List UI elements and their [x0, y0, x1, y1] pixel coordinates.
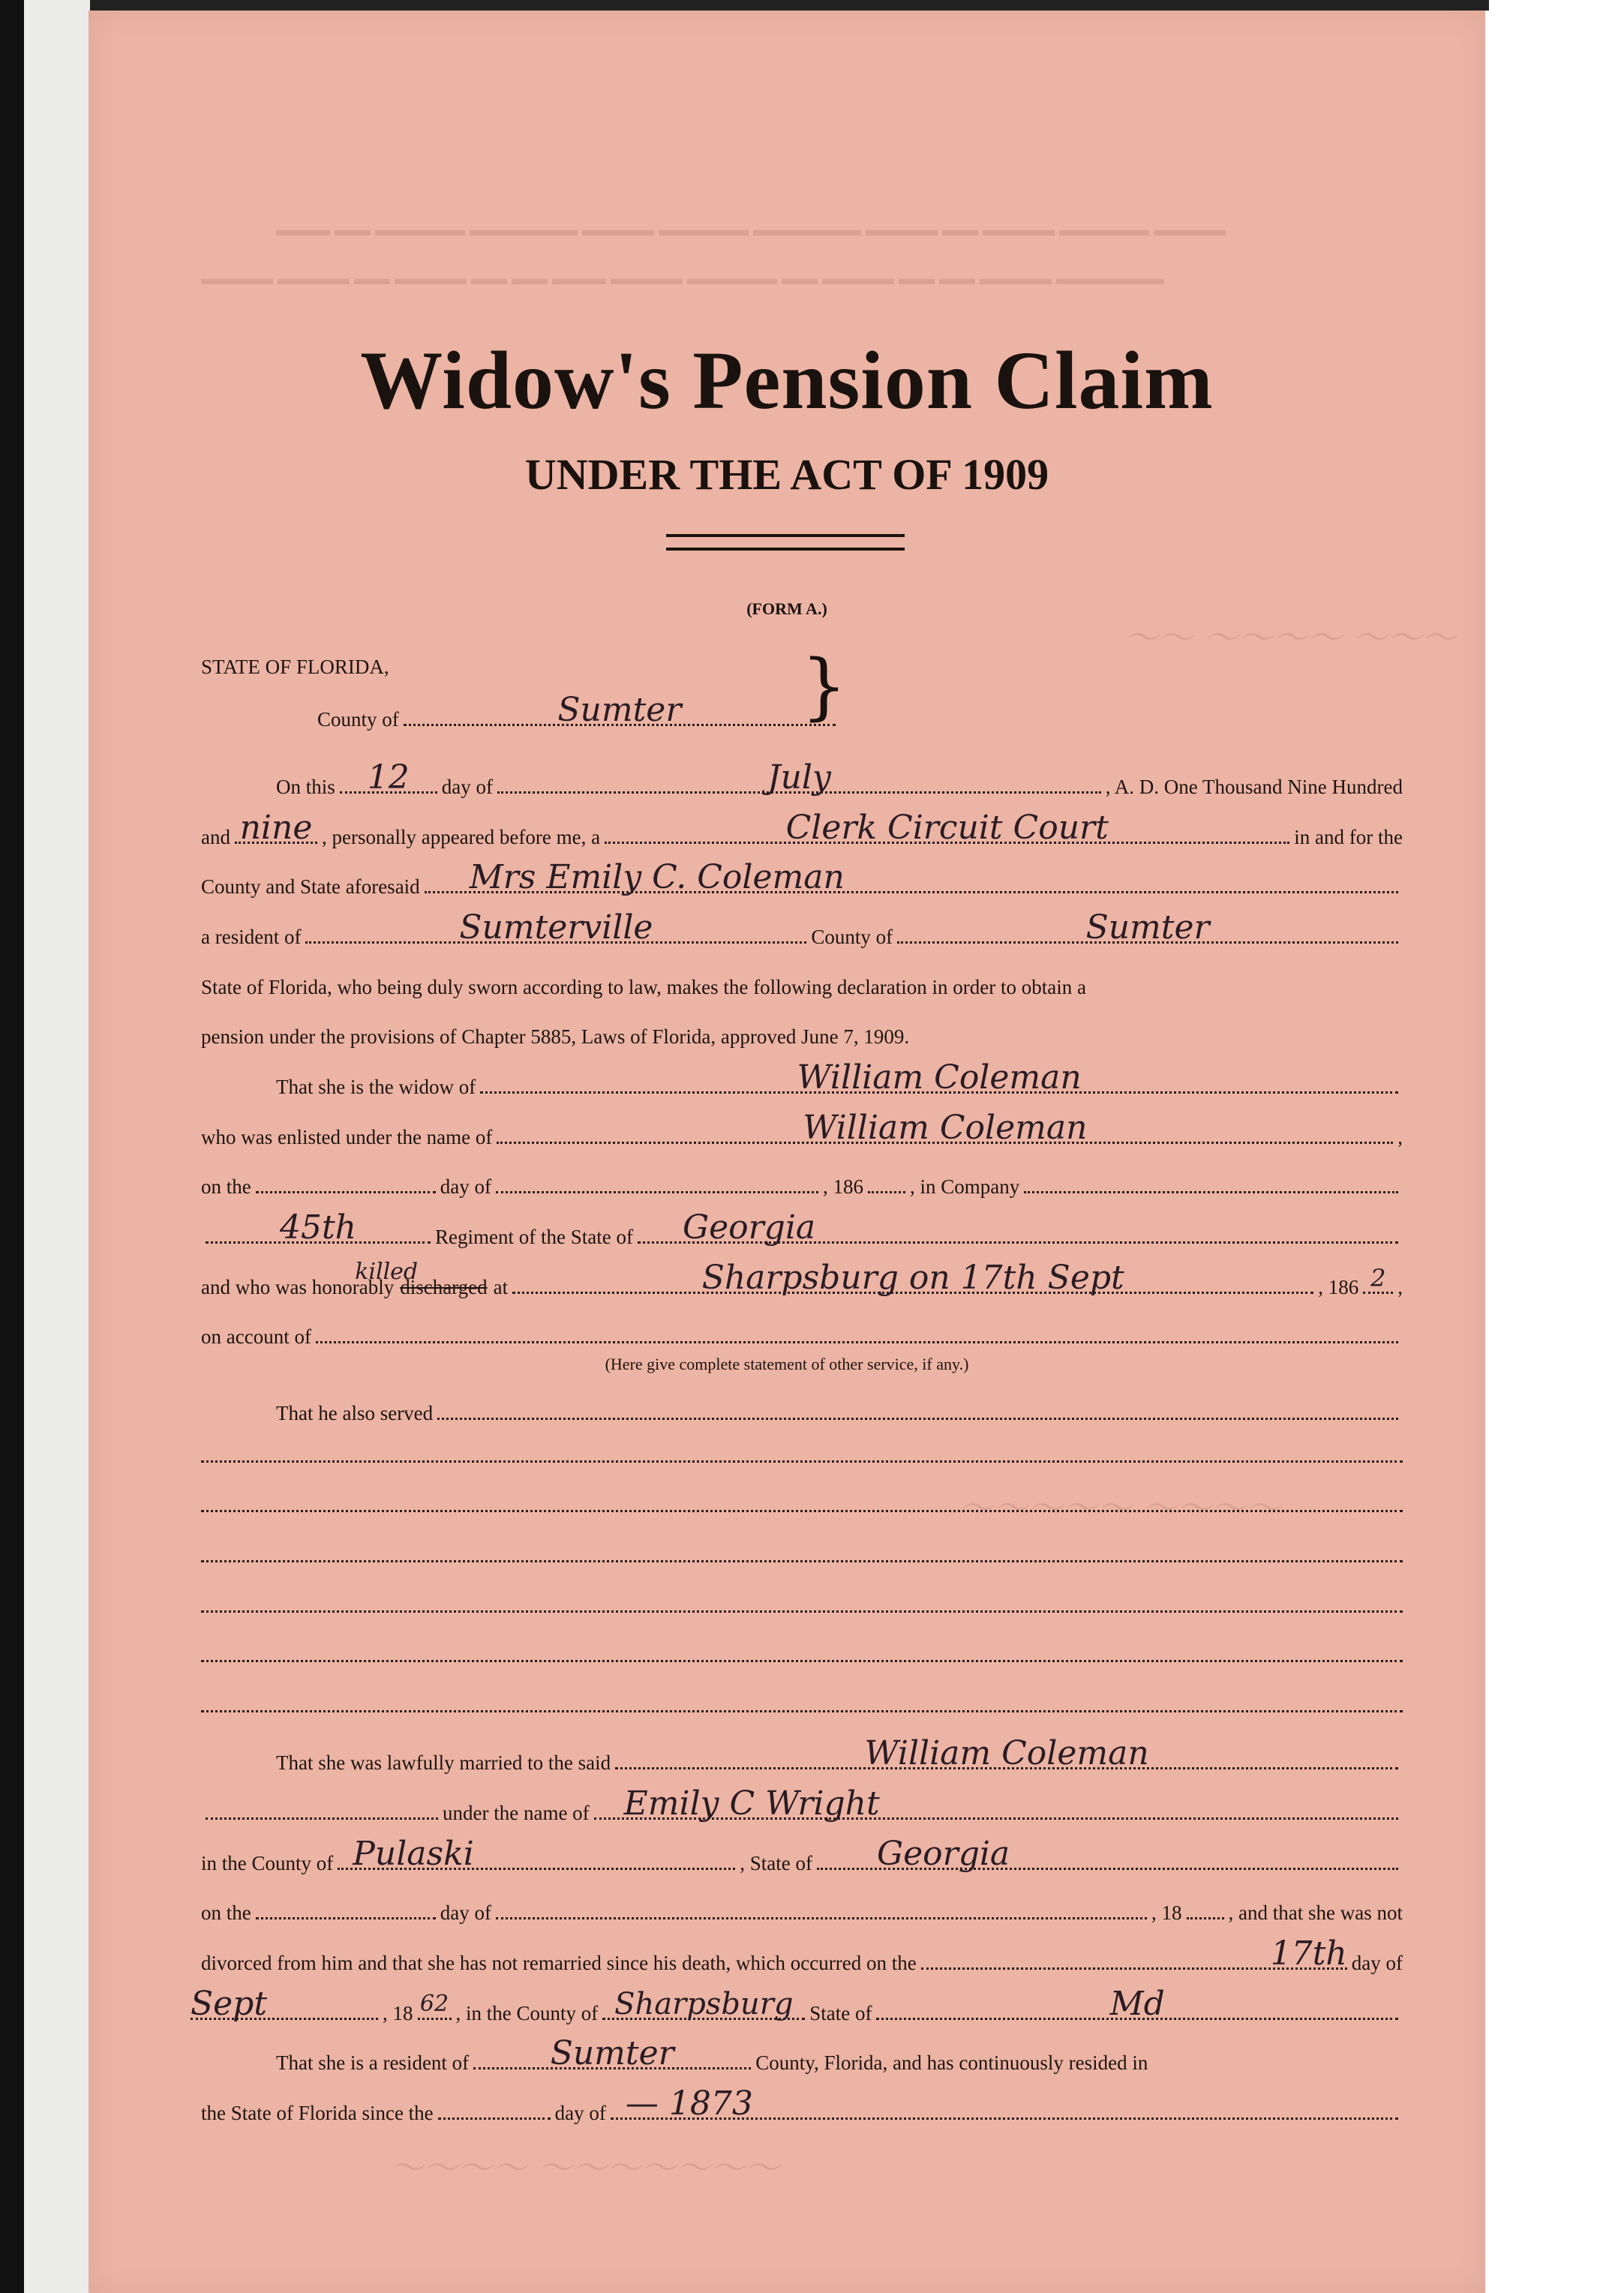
- year-field[interactable]: nine: [235, 822, 317, 844]
- blank-line[interactable]: [201, 1708, 1403, 1712]
- residence-line: That she is a resident of Sumter County, Florida, and has continuously resided in: [276, 2034, 1148, 2074]
- form-subtitle: UNDER THE ACT OF 1909: [524, 450, 1049, 499]
- form-label: (FORM A.): [746, 599, 827, 618]
- enlist-year-field[interactable]: [868, 1172, 905, 1193]
- declaration-line-4: a resident of Sumterville County of Sumter: [201, 922, 1403, 952]
- maiden-name-line: under the name of Emily C Wright: [201, 1798, 1403, 1828]
- marriage-place-line: in the County of Pulaski , State of Georgia: [201, 1848, 1403, 1878]
- declaration-line-5: State of Florida, who being duly sworn according to law, makes the following declaration in order to obtain a: [201, 976, 1086, 998]
- account-field[interactable]: [316, 1322, 1398, 1343]
- widow-line: That she is the widow of William Coleman: [276, 1072, 1403, 1102]
- enlist-month-field[interactable]: [496, 1172, 818, 1193]
- declaration-line-6: pension under the provisions of Chapter 5885, Laws of Florida, approved June 7, 1909.: [201, 1025, 910, 1048]
- also-served-line: That he also served: [276, 1398, 1403, 1428]
- divorce-line: divorced from him and that she has not remarried since his death, which occurred on the 17th day of: [201, 1934, 1403, 1974]
- marriage-state-field[interactable]: Georgia: [817, 1848, 1398, 1870]
- scan-border-top: [90, 0, 1489, 11]
- death-line: Sept , 18 62 , in the County of Sharpsburg State of Md: [186, 1998, 1403, 2028]
- resident-county-field[interactable]: Sumter: [897, 922, 1398, 944]
- declaration-line-3: County and State aforesaid Mrs Emily C. Coleman: [201, 872, 1403, 902]
- scan-border-left: [0, 0, 24, 2293]
- regiment-state-field[interactable]: Georgia: [638, 1222, 1398, 1244]
- blank-line[interactable]: [201, 1658, 1403, 1662]
- day-field[interactable]: 12: [340, 772, 437, 794]
- account-line: on account of: [201, 1322, 1403, 1352]
- discharge-line: and who was honorably killed discharged at Sharpsburg on 17th Sept , 186 2 ,: [201, 1272, 1403, 1302]
- bleed-through-handwriting: 〜〜 〜〜〜〜 〜〜〜: [1124, 617, 1457, 658]
- marriage-year-field[interactable]: [1187, 1898, 1224, 1919]
- marriage-date-line: on the day of , 18 , and that she was not: [201, 1898, 1403, 1928]
- resident-field[interactable]: Sumterville: [305, 922, 806, 944]
- marriage-month-field[interactable]: [496, 1898, 1147, 1919]
- residence-since-field[interactable]: — 1873: [611, 2098, 1398, 2120]
- blank-line[interactable]: [201, 1608, 1403, 1613]
- enlistment-date-line: on the day of , 186 , in Company: [201, 1172, 1403, 1202]
- maiden-name-field[interactable]: Emily C Wright: [594, 1798, 1398, 1820]
- death-day-field[interactable]: 17th: [921, 1948, 1347, 1970]
- widow-of-field[interactable]: William Coleman: [480, 1072, 1398, 1094]
- month-field[interactable]: July: [497, 772, 1101, 794]
- marriage-day-field[interactable]: [256, 1898, 436, 1919]
- enlisted-name-field[interactable]: William Coleman: [497, 1122, 1393, 1144]
- county-field[interactable]: Sumter: [404, 704, 836, 726]
- bleed-through-text: ▬▬▬▬ ▬▬▬▬ ▬▬ ▬▬▬▬ ▬▬ ▬▬ ▬▬▬ ▬▬▬▬ ▬▬▬▬▬ ▬▬ ▬▬▬▬ ▬▬ ▬▬ ▬▬▬▬ ▬▬▬▬▬▬: [201, 269, 1164, 289]
- blank-line[interactable]: [201, 1458, 1403, 1463]
- death-year-field[interactable]: 62: [418, 1998, 452, 2020]
- death-state-field[interactable]: Md: [876, 1998, 1398, 2020]
- title-divider: [666, 534, 905, 551]
- residence-day-field[interactable]: [438, 2098, 551, 2120]
- regiment-field[interactable]: 45th: [206, 1222, 431, 1244]
- bleed-through-handwriting: 〜〜〜〜〜 〜〜〜〜: [959, 1487, 1280, 1528]
- company-field[interactable]: [1024, 1172, 1398, 1193]
- county-line: County of Sumter: [317, 704, 840, 734]
- death-month-field[interactable]: Sept: [191, 1998, 378, 2020]
- declaration-line-2: and nine , personally appeared before me, a Clerk Circuit Court in and for the: [201, 809, 1403, 848]
- enlisted-line: who was enlisted under the name of William Coleman ,: [201, 1109, 1403, 1148]
- claimant-field[interactable]: Mrs Emily C. Coleman: [425, 872, 1398, 893]
- blank-line[interactable]: [201, 1558, 1403, 1562]
- enlist-day-field[interactable]: [256, 1172, 436, 1193]
- officer-field[interactable]: Clerk Circuit Court: [605, 822, 1289, 844]
- form-title: Widow's Pension Claim: [360, 335, 1214, 426]
- other-service-note: (Here give complete statement of other service, if any.): [605, 1355, 969, 1373]
- declaration-line-1: On this 12 day of July , A. D. One Thousand Nine Hundred: [276, 758, 1403, 798]
- death-county-field[interactable]: Sharpsburg: [602, 1998, 805, 2020]
- discharge-place-field[interactable]: Sharpsburg on 17th Sept: [512, 1272, 1313, 1294]
- also-served-field[interactable]: [437, 1398, 1398, 1420]
- discharged-struck: discharged: [400, 1276, 488, 1298]
- residence-county-field[interactable]: Sumter: [473, 2048, 751, 2069]
- marriage-county-field[interactable]: Pulaski: [338, 1848, 735, 1870]
- killed-annotation: killed: [355, 1259, 419, 1285]
- spouse-field[interactable]: William Coleman: [615, 1748, 1398, 1769]
- brace: }: [801, 644, 848, 728]
- married-line: That she was lawfully married to the said William Coleman: [276, 1748, 1403, 1778]
- discharge-year-field[interactable]: 2: [1363, 1272, 1393, 1294]
- bleed-through-text: ▬▬▬ ▬▬ ▬▬▬▬▬ ▬▬▬▬▬▬ ▬▬▬▬ ▬▬▬▬▬ ▬▬▬▬▬▬ ▬▬▬▬ ▬▬ ▬▬▬▬ ▬▬▬▬▬ ▬▬▬▬: [276, 221, 1226, 240]
- residence-since-line: the State of Florida since the day of — 1873: [201, 2098, 1403, 2128]
- document-page: [89, 11, 1485, 2293]
- scan-margin-left: [24, 0, 92, 2293]
- regiment-line: 45th Regiment of the State of Georgia: [201, 1222, 1403, 1252]
- blank-line[interactable]: [201, 1508, 1403, 1512]
- bleed-through-handwriting: 〜〜〜〜 〜〜〜〜〜〜〜: [389, 2147, 779, 2188]
- state-line: STATE OF FLORIDA,: [201, 656, 389, 678]
- maiden-prefix-field[interactable]: [206, 1798, 438, 1820]
